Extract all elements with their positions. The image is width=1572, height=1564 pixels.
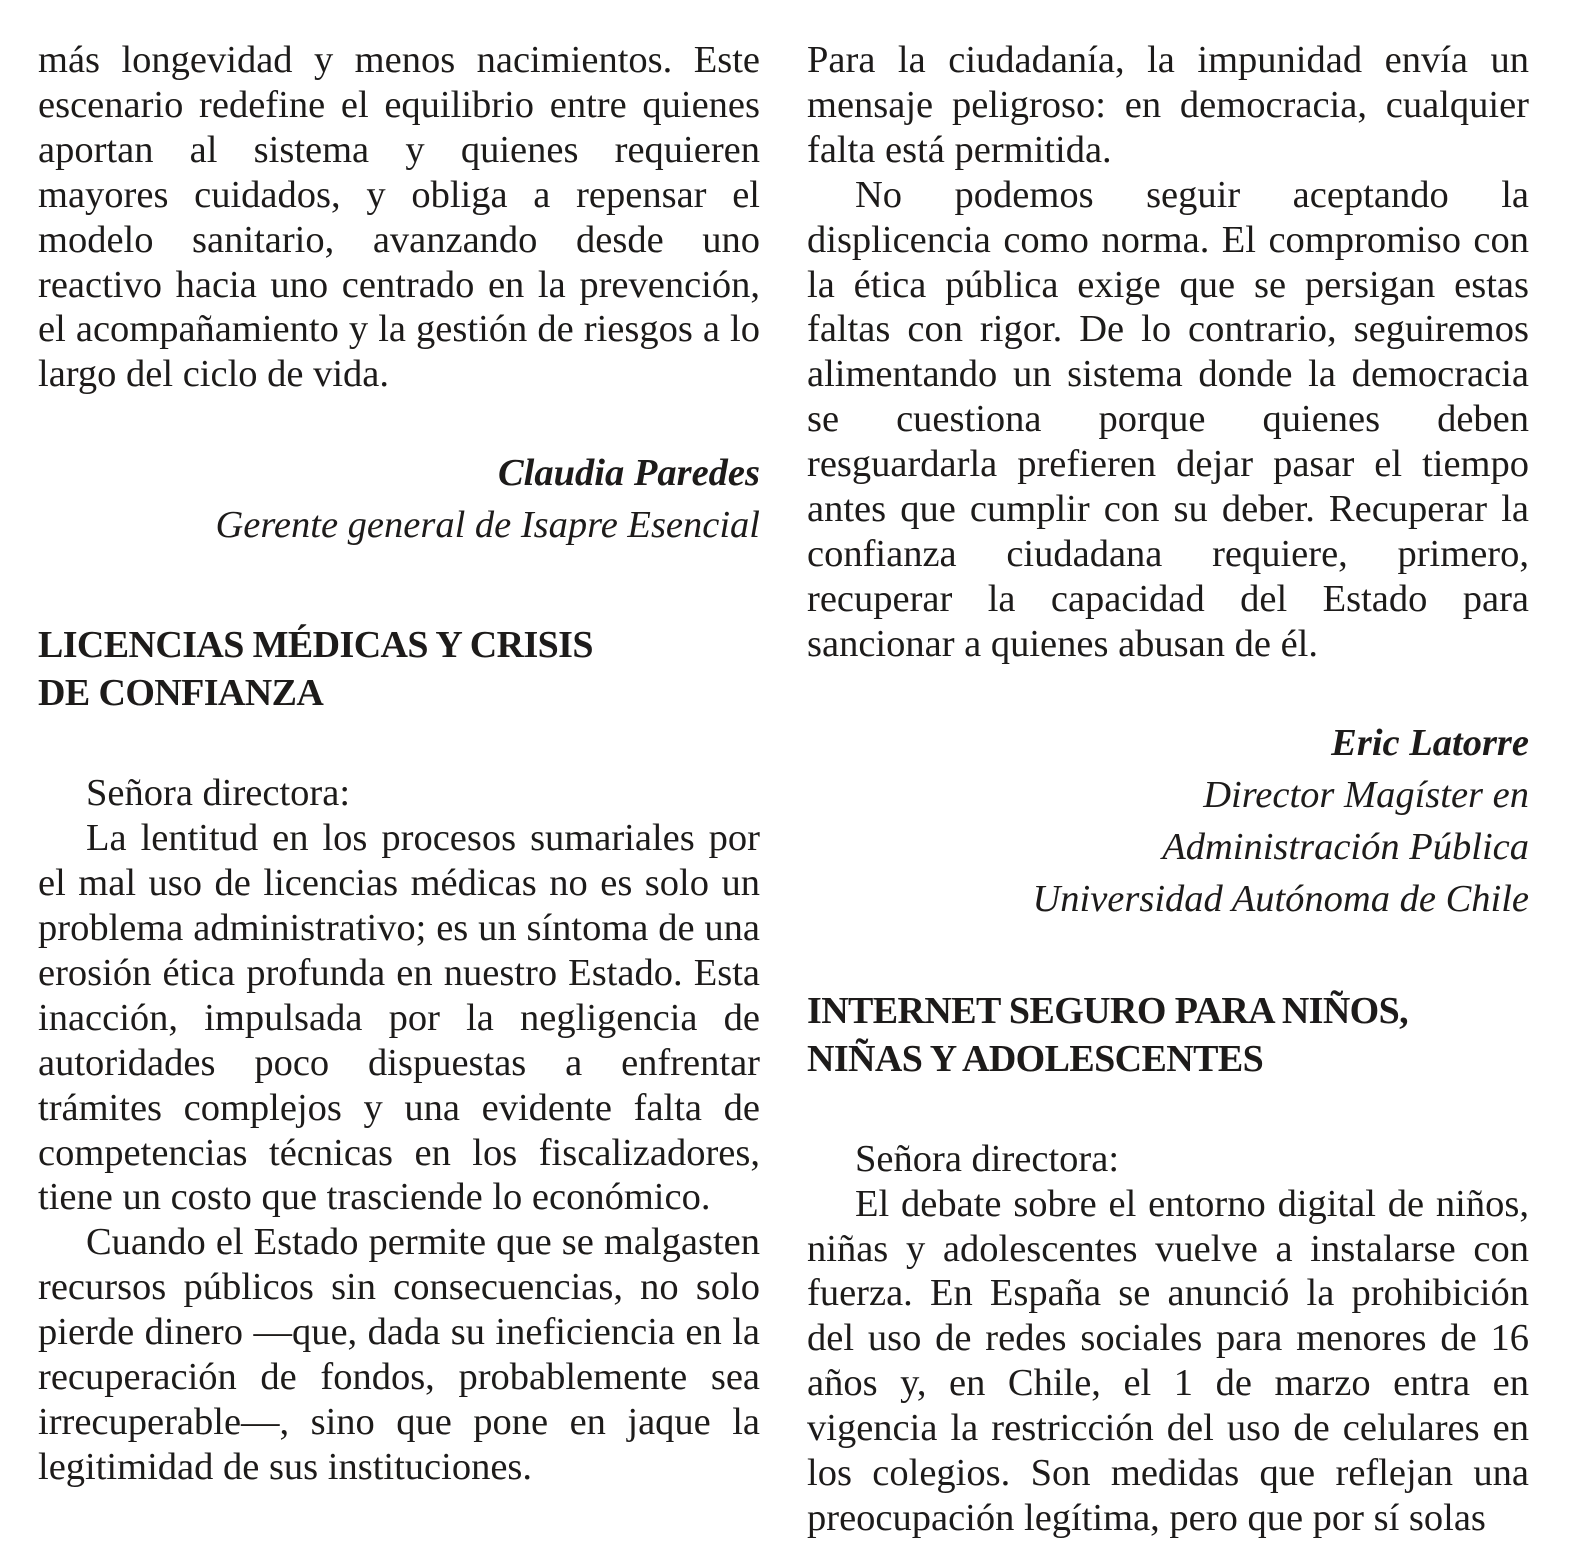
- left-column: [38, 38, 760, 1490]
- signature-role: Director Magíster en: [1203, 773, 1529, 816]
- body-paragraph: La lentitud en los procesos sumariales por el mal uso de licencias médicas no es solo un problema administrativo; es un síntoma de una erosión ética profunda en nuestro Estado. Esta inacción, impulsada por la negligencia de autoridades poco dispuestas a enfrentar trámites complejos y una evidente falta de competencias técnicas en los fiscalizadores, tiene un costo que trasciende lo económico.: [38, 817, 760, 1219]
- signature-role: Administración Pública: [1162, 825, 1529, 868]
- signature-block-2: [807, 717, 1529, 925]
- body-paragraph: El debate sobre el entorno digital de niños, niñas y adolescentes vuelve a instalarse con fuerza. En España se anunció la prohibición del uso de redes sociales para menores de 16 años y, en Chile, el 1 de marzo entra en vigencia la restricción del uso de celulares en los colegios. Son medidas que reflejan una preocupación legítima, pero que por sí solas: [807, 1182, 1529, 1539]
- letter-headline: [38, 621, 760, 717]
- headline-line: NIÑAS Y ADOLESCENTES: [807, 1037, 1264, 1080]
- intro-paragraph: más longevidad y menos nacimientos. Este escenario redefine el equilibrio entre quienes aportan al sistema y quienes requieren mayores cuidados, y obliga a repensar el modelo sanitario, avanzando desde uno reactivo hacia uno centrado en la prevención, el acompañamiento y la gestión de riesgos a lo largo del ciclo de vida.: [38, 39, 760, 396]
- signature-affiliation: Universidad Autónoma de Chile: [1032, 877, 1529, 920]
- signature-name: Claudia Paredes: [497, 452, 760, 495]
- signature-name: Eric Latorre: [1331, 721, 1529, 764]
- right-column: [807, 38, 1529, 1541]
- body-paragraph: Cuando el Estado permite que se malgasten recursos públicos sin consecuencias, no solo pierde dinero —que, dada su ineficiencia en la recuperación de fondos, probablemente sea irrecuperable—, sino que pone en jaque la legitimidad de sus instituciones.: [38, 1221, 760, 1488]
- signature-block-1: [38, 447, 760, 551]
- salutation: Señora directora:: [86, 772, 351, 815]
- body-paragraph: Para la ciudadanía, la impunidad envía un mensaje peligroso: en democracia, cualquier falta está permitida.: [807, 39, 1529, 171]
- headline-line: DE CONFIANZA: [38, 672, 324, 715]
- salutation: Señora directora:: [855, 1137, 1120, 1180]
- headline-line: INTERNET SEGURO PARA NIÑOS,: [807, 989, 1409, 1032]
- body-paragraph: No podemos seguir aceptando la displicencia como norma. El compromiso con la ética pública exige que se persigan estas faltas con rigor. De lo contrario, seguiremos alimentando un sistema donde la democracia se cuestiona porque quienes deben resguardarla prefieren dejar pasar el tiempo antes que cumplir con su deber. Recuperar la confianza ciudadana requiere, primero, recuperar la capacidad del Estado para sancionar a quienes abusan de él.: [807, 173, 1529, 665]
- headline-line: LICENCIAS MÉDICAS Y CRISIS: [38, 624, 593, 667]
- letter-headline: [807, 987, 1529, 1083]
- signature-role: Gerente general de Isapre Esencial: [215, 504, 760, 547]
